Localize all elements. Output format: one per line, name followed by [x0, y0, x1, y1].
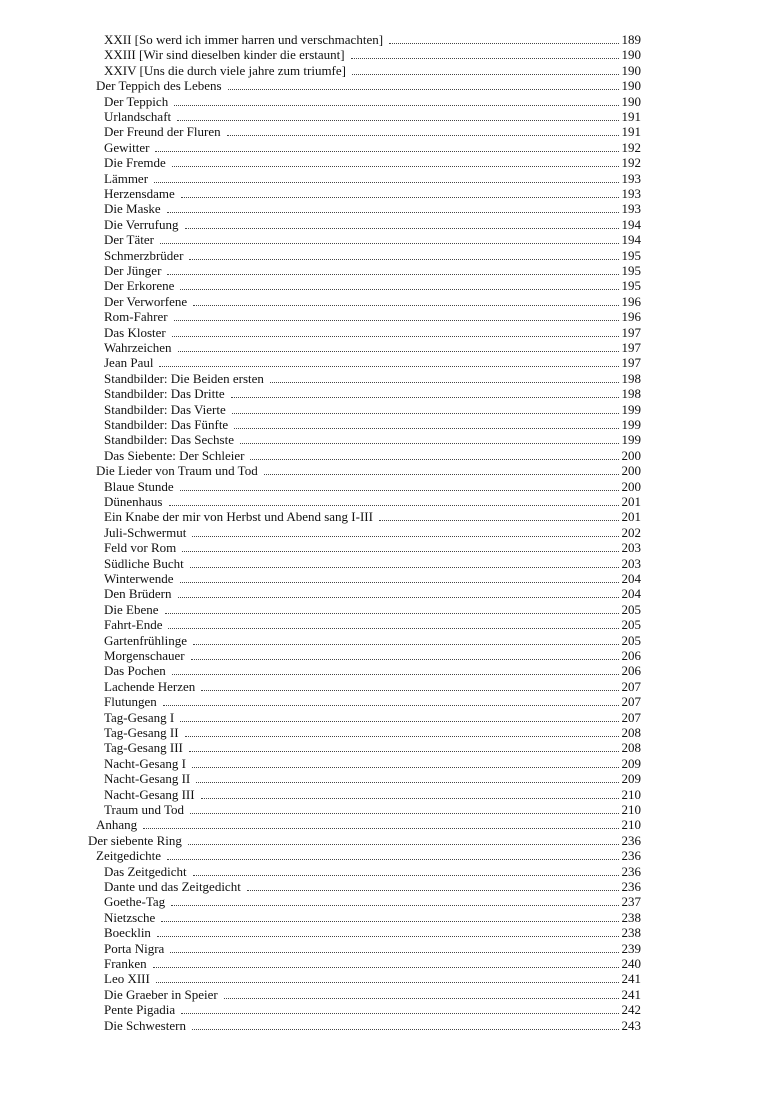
dot-leader	[169, 504, 619, 506]
toc-entry-title: Die Verrufung	[104, 216, 179, 232]
toc-entry[interactable]	[104, 925, 641, 940]
toc-entry[interactable]	[104, 710, 641, 725]
toc-entry-title: Der Täter	[104, 232, 154, 248]
toc-entry-page-number: 191	[621, 124, 641, 140]
dot-leader	[174, 319, 619, 321]
toc-entry-page-number: 190	[621, 93, 641, 109]
toc-entry[interactable]	[104, 540, 641, 555]
toc-entry-page-number: 191	[621, 109, 641, 124]
toc-entry-page-number: 206	[621, 648, 641, 663]
toc-entry-title: Morgenschauer	[104, 648, 185, 663]
toc-entry[interactable]	[104, 602, 641, 617]
toc-entry[interactable]	[104, 694, 641, 709]
dot-leader	[192, 535, 618, 537]
dot-leader	[178, 350, 619, 352]
dot-leader	[379, 519, 619, 521]
dot-leader	[165, 612, 619, 614]
toc-entry-title: Winterwende	[104, 571, 174, 586]
toc-entry[interactable]	[104, 309, 641, 324]
toc-entry-title: Den Brüdern	[104, 586, 172, 602]
dot-leader	[234, 427, 618, 429]
toc-entry[interactable]	[96, 817, 641, 832]
toc-entry-title: Wahrzeichen	[104, 340, 172, 355]
toc-entry[interactable]	[104, 941, 641, 956]
toc-entry[interactable]	[104, 263, 641, 278]
dot-leader	[232, 412, 619, 414]
dot-leader	[190, 812, 619, 814]
toc-entry-page-number: 190	[621, 47, 641, 63]
toc-entry-title: Blaue Stunde	[104, 478, 174, 494]
toc-entry-page-number: 200	[621, 463, 641, 479]
toc-entry[interactable]	[104, 278, 641, 293]
toc-entry-page-number: 196	[621, 293, 641, 309]
toc-entry-page-number: 201	[621, 509, 641, 525]
toc-entry-title: Der Erkorene	[104, 278, 175, 294]
toc-entry-page-number: 208	[621, 725, 641, 740]
toc-entry-page-number: 239	[621, 940, 641, 956]
toc-entry[interactable]	[104, 494, 641, 509]
toc-entry[interactable]	[104, 448, 641, 463]
toc-entry-page-number: 236	[621, 879, 641, 894]
toc-entry-page-number: 199	[621, 417, 641, 432]
toc-entry-title: Das Kloster	[104, 324, 166, 340]
dot-leader	[167, 211, 619, 213]
toc-entry[interactable]	[104, 201, 641, 216]
toc-entry[interactable]	[104, 294, 641, 309]
toc-entry[interactable]	[104, 525, 641, 540]
dot-leader	[389, 42, 618, 44]
dot-leader	[163, 704, 619, 706]
toc-entry[interactable]	[104, 910, 641, 925]
dot-leader	[172, 165, 619, 167]
toc-entry-page-number: 193	[621, 186, 641, 201]
toc-entry[interactable]	[104, 956, 641, 971]
toc-entry[interactable]	[104, 155, 641, 170]
toc-entry-title: Goethe-Tag	[104, 894, 166, 910]
dot-leader	[247, 889, 619, 891]
toc-entry[interactable]	[104, 402, 641, 417]
toc-entry-title: Das Zeitgedicht	[104, 863, 187, 879]
toc-entry[interactable]	[104, 586, 641, 601]
toc-entry-page-number: 237	[621, 894, 641, 910]
toc-entry-page-number: 243	[621, 1017, 641, 1033]
toc-entry-page-number: 241	[621, 986, 641, 1002]
toc-entry-page-number: 241	[621, 971, 641, 987]
toc-entry[interactable]	[104, 864, 641, 879]
toc-entry-page-number: 207	[621, 709, 641, 725]
toc-entry-title: Flutungen	[104, 694, 157, 710]
dot-leader	[156, 981, 619, 983]
dot-leader	[191, 658, 619, 660]
toc-entry[interactable]	[104, 217, 641, 232]
dot-leader	[264, 473, 619, 475]
toc-entry-page-number: 238	[621, 909, 641, 925]
toc-entry-title: Lämmer	[104, 170, 149, 186]
toc-entry[interactable]	[104, 879, 641, 894]
toc-entry-title: XXII [So werd ich immer harren und verschmachten]	[104, 32, 384, 47]
toc-entry[interactable]	[104, 894, 641, 909]
toc-entry-page-number: 198	[621, 370, 641, 386]
dot-leader	[153, 966, 619, 968]
dot-leader	[185, 227, 619, 229]
toc-entry-page-number: 236	[621, 832, 641, 848]
toc-entry-title: Standbilder: Das Dritte	[104, 386, 225, 402]
toc-entry[interactable]	[104, 617, 641, 632]
toc-entry-page-number: 196	[621, 309, 641, 325]
toc-entry[interactable]	[104, 509, 641, 524]
toc-entry-title: Nacht-Gesang II	[104, 771, 191, 787]
toc-entry[interactable]	[104, 1018, 641, 1033]
dot-leader	[188, 843, 619, 845]
toc-entry[interactable]	[104, 248, 641, 263]
toc-entry-title: Franken	[104, 956, 147, 971]
toc-entry[interactable]	[104, 325, 641, 340]
toc-entry-page-number: 198	[621, 386, 641, 402]
toc-entry[interactable]	[104, 663, 641, 678]
toc-entry-page-number: 209	[621, 771, 641, 787]
dot-leader	[227, 134, 619, 136]
dot-leader	[196, 781, 618, 783]
toc-entry[interactable]	[104, 94, 641, 109]
toc-entry-page-number: 195	[621, 263, 641, 278]
toc-entry[interactable]	[104, 633, 641, 648]
toc-entry-page-number: 200	[621, 478, 641, 494]
dot-leader	[155, 150, 618, 152]
dot-leader	[182, 550, 618, 552]
toc-entry-title: Das Pochen	[104, 663, 166, 679]
toc-entry-page-number: 201	[621, 494, 641, 509]
toc-entry[interactable]	[104, 340, 641, 355]
toc-entry-title: Der Teppich des Lebens	[96, 78, 222, 94]
dot-leader	[178, 596, 619, 598]
toc-entry-title: Juli-Schwermut	[104, 524, 187, 540]
toc-entry-page-number: 199	[621, 401, 641, 417]
toc-entry[interactable]	[104, 1002, 641, 1017]
toc-entry[interactable]	[104, 679, 641, 694]
toc-entry[interactable]	[104, 987, 641, 1002]
dot-leader	[351, 57, 619, 59]
dot-leader	[231, 396, 619, 398]
toc-entry-page-number: 194	[621, 216, 641, 232]
toc-entry-page-number: 190	[621, 62, 641, 78]
toc-entry-page-number: 205	[621, 632, 641, 648]
toc-entry-page-number: 210	[621, 786, 641, 802]
toc-entry-title: Zeitgedichte	[96, 848, 161, 864]
toc-entry-page-number: 192	[621, 139, 641, 155]
dot-leader	[172, 335, 619, 337]
toc-entry[interactable]	[104, 571, 641, 586]
dot-leader	[189, 750, 619, 752]
dot-leader	[180, 288, 618, 290]
toc-entry-page-number: 195	[621, 278, 641, 294]
toc-entry-title: Nietzsche	[104, 909, 156, 925]
toc-entry-title: Die Lieder von Traum und Tod	[96, 463, 258, 479]
dot-leader	[228, 88, 619, 90]
toc-entry[interactable]	[104, 479, 641, 494]
toc-entry-title: Fahrt-Ende	[104, 617, 163, 633]
toc-entry-page-number: 240	[621, 956, 641, 971]
toc-entry-page-number: 205	[621, 617, 641, 633]
toc-entry-page-number: 205	[621, 601, 641, 617]
toc-entry-title: Standbilder: Die Beiden ersten	[104, 370, 264, 386]
toc-entry-title: Der Teppich	[104, 93, 169, 109]
toc-entry-title: Leo XIII	[104, 971, 150, 987]
dot-leader	[168, 627, 618, 629]
dot-leader	[154, 181, 618, 183]
toc-entry[interactable]	[104, 386, 641, 401]
dot-leader	[174, 104, 618, 106]
toc-entry-title: Der Jünger	[104, 263, 162, 278]
dot-leader	[180, 720, 618, 722]
toc-entry-page-number: 203	[621, 540, 641, 556]
toc-entry[interactable]	[104, 432, 641, 447]
toc-entry-title: Lachende Herzen	[104, 678, 196, 694]
dot-leader	[172, 673, 619, 675]
toc-entry-title: Tag-Gesang III	[104, 740, 183, 756]
dot-leader	[192, 1028, 619, 1030]
dot-leader	[352, 73, 619, 75]
dot-leader	[181, 196, 619, 198]
toc-entry-page-number: 199	[621, 432, 641, 448]
dot-leader	[167, 858, 619, 860]
toc-entry-title: Der Freund der Fluren	[104, 124, 221, 140]
toc-entry-title: Porta Nigra	[104, 940, 165, 956]
toc-entry-title: Nacht-Gesang III	[104, 786, 195, 802]
toc-entry-page-number: 203	[621, 555, 641, 571]
toc-entry-title: Anhang	[96, 817, 138, 833]
dot-leader	[270, 381, 619, 383]
toc-entry-title: Standbilder: Das Vierte	[104, 401, 226, 417]
toc-entry-page-number: 238	[621, 925, 641, 941]
dot-leader	[189, 258, 618, 260]
toc-entry-title: Gartenfrühlinge	[104, 632, 188, 648]
dot-leader	[170, 951, 618, 953]
dot-leader	[193, 643, 618, 645]
dot-leader	[201, 689, 618, 691]
toc-entry[interactable]	[88, 833, 641, 848]
dot-leader	[180, 489, 619, 491]
toc-entry-page-number: 207	[621, 694, 641, 710]
toc-entry[interactable]	[104, 756, 641, 771]
toc-entry-title: Die Graeber in Speier	[104, 986, 218, 1002]
dot-leader	[224, 997, 619, 999]
dot-leader	[177, 119, 618, 121]
toc-entry[interactable]	[104, 787, 641, 802]
toc-entry-page-number: 189	[621, 32, 641, 47]
toc-entry-page-number: 190	[621, 78, 641, 94]
toc-entry[interactable]	[104, 124, 641, 139]
dot-leader	[167, 273, 618, 275]
toc-entry[interactable]	[104, 971, 641, 986]
toc-entry-page-number: 197	[621, 355, 641, 371]
toc-entry[interactable]	[104, 725, 641, 740]
toc-entry-title: XXIII [Wir sind dieselben kinder die erstaunt]	[104, 47, 345, 63]
toc-entry-title: Ein Knabe der mir von Herbst und Abend sang I-III	[104, 509, 373, 525]
toc-entry-title: Dünenhaus	[104, 494, 163, 509]
toc-entry-page-number: 194	[621, 232, 641, 248]
dot-leader	[192, 766, 619, 768]
dot-leader	[171, 904, 618, 906]
toc-entry-title: Standbilder: Das Fünfte	[104, 417, 229, 432]
toc-entry-title: Standbilder: Das Sechste	[104, 432, 234, 448]
toc-entry[interactable]	[104, 63, 641, 78]
toc-entry-title: Traum und Tod	[104, 802, 184, 817]
toc-entry-title: Die Schwestern	[104, 1017, 186, 1033]
toc-entry-page-number: 200	[621, 447, 641, 463]
toc-entry-title: Feld vor Rom	[104, 540, 177, 556]
toc-entry-title: Tag-Gesang II	[104, 725, 179, 740]
toc-entry-page-number: 210	[621, 817, 641, 833]
toc-entry-title: Jean Paul	[104, 355, 154, 371]
toc-entry[interactable]	[104, 47, 641, 62]
toc-entry-title: Dante und das Zeitgedicht	[104, 879, 241, 894]
toc-entry-page-number: 204	[621, 571, 641, 586]
toc-entry[interactable]	[104, 32, 641, 47]
toc-entry[interactable]	[104, 648, 641, 663]
dot-leader	[161, 920, 618, 922]
toc-entry-title: Die Maske	[104, 201, 161, 217]
toc-entry[interactable]	[104, 186, 641, 201]
toc-entry[interactable]	[104, 417, 641, 432]
dot-leader	[193, 874, 619, 876]
dot-leader	[180, 581, 619, 583]
toc-entry[interactable]	[104, 232, 641, 247]
dot-leader	[181, 1012, 618, 1014]
toc-entry-page-number: 208	[621, 740, 641, 756]
toc-entry-page-number: 236	[621, 848, 641, 864]
toc-entry-page-number: 207	[621, 678, 641, 694]
dot-leader	[157, 935, 619, 937]
toc-entry[interactable]	[104, 171, 641, 186]
toc-entry-page-number: 206	[621, 663, 641, 679]
toc-entry-title: Pente Pigadia	[104, 1002, 176, 1018]
toc-entry[interactable]	[104, 556, 641, 571]
dot-leader	[185, 735, 619, 737]
toc-entry[interactable]	[104, 771, 641, 786]
toc-entry-page-number: 193	[621, 170, 641, 186]
toc-entry-title: Boecklin	[104, 925, 151, 941]
toc-entry-title: Tag-Gesang I	[104, 709, 175, 725]
toc-entry-title: Das Siebente: Der Schleier	[104, 447, 245, 463]
toc-entry-page-number: 204	[621, 586, 641, 602]
dot-leader	[201, 797, 619, 799]
toc-entry-title: Schmerzbrüder	[104, 247, 184, 263]
toc-entry-page-number: 192	[621, 155, 641, 171]
dot-leader	[143, 827, 618, 829]
toc-entry-title: Rom-Fahrer	[104, 309, 168, 325]
toc-entry-page-number: 242	[621, 1002, 641, 1018]
toc-entry-title: Die Fremde	[104, 155, 166, 171]
toc-entry-title: Gewitter	[104, 139, 150, 155]
toc-entry-page-number: 202	[621, 524, 641, 540]
dot-leader	[250, 458, 618, 460]
toc-entry[interactable]	[104, 802, 641, 817]
toc-entry-title: Herzensdame	[104, 186, 175, 201]
toc-entry-title: Die Ebene	[104, 601, 159, 617]
toc-entry-page-number: 197	[621, 324, 641, 340]
dot-leader	[193, 304, 618, 306]
toc-entry-page-number: 236	[621, 863, 641, 879]
toc-entry[interactable]	[96, 463, 641, 478]
toc-entry-title: Südliche Bucht	[104, 555, 184, 571]
toc-entry-title: XXIV [Uns die durch viele jahre zum triumfe]	[104, 62, 346, 78]
toc-entry-page-number: 209	[621, 755, 641, 771]
toc-entry-page-number: 210	[621, 802, 641, 817]
dot-leader	[240, 442, 619, 444]
toc-entry-title: Urlandschaft	[104, 109, 172, 124]
toc-entry[interactable]	[104, 740, 641, 755]
toc-entry-title: Nacht-Gesang I	[104, 755, 186, 771]
toc-entry-page-number: 197	[621, 340, 641, 355]
toc-entry[interactable]	[104, 355, 641, 370]
toc-entry-page-number: 193	[621, 201, 641, 217]
toc-entry[interactable]	[104, 140, 641, 155]
toc-entry[interactable]	[96, 848, 641, 863]
toc-entry[interactable]	[96, 78, 641, 93]
toc-entry-title: Der siebente Ring	[88, 832, 182, 848]
toc-entry-title: Der Verworfene	[104, 293, 188, 309]
toc-entry[interactable]	[104, 371, 641, 386]
dot-leader	[190, 566, 619, 568]
dot-leader	[159, 365, 618, 367]
dot-leader	[160, 242, 619, 244]
toc-entry-page-number: 195	[621, 247, 641, 263]
toc-entry[interactable]	[104, 109, 641, 124]
